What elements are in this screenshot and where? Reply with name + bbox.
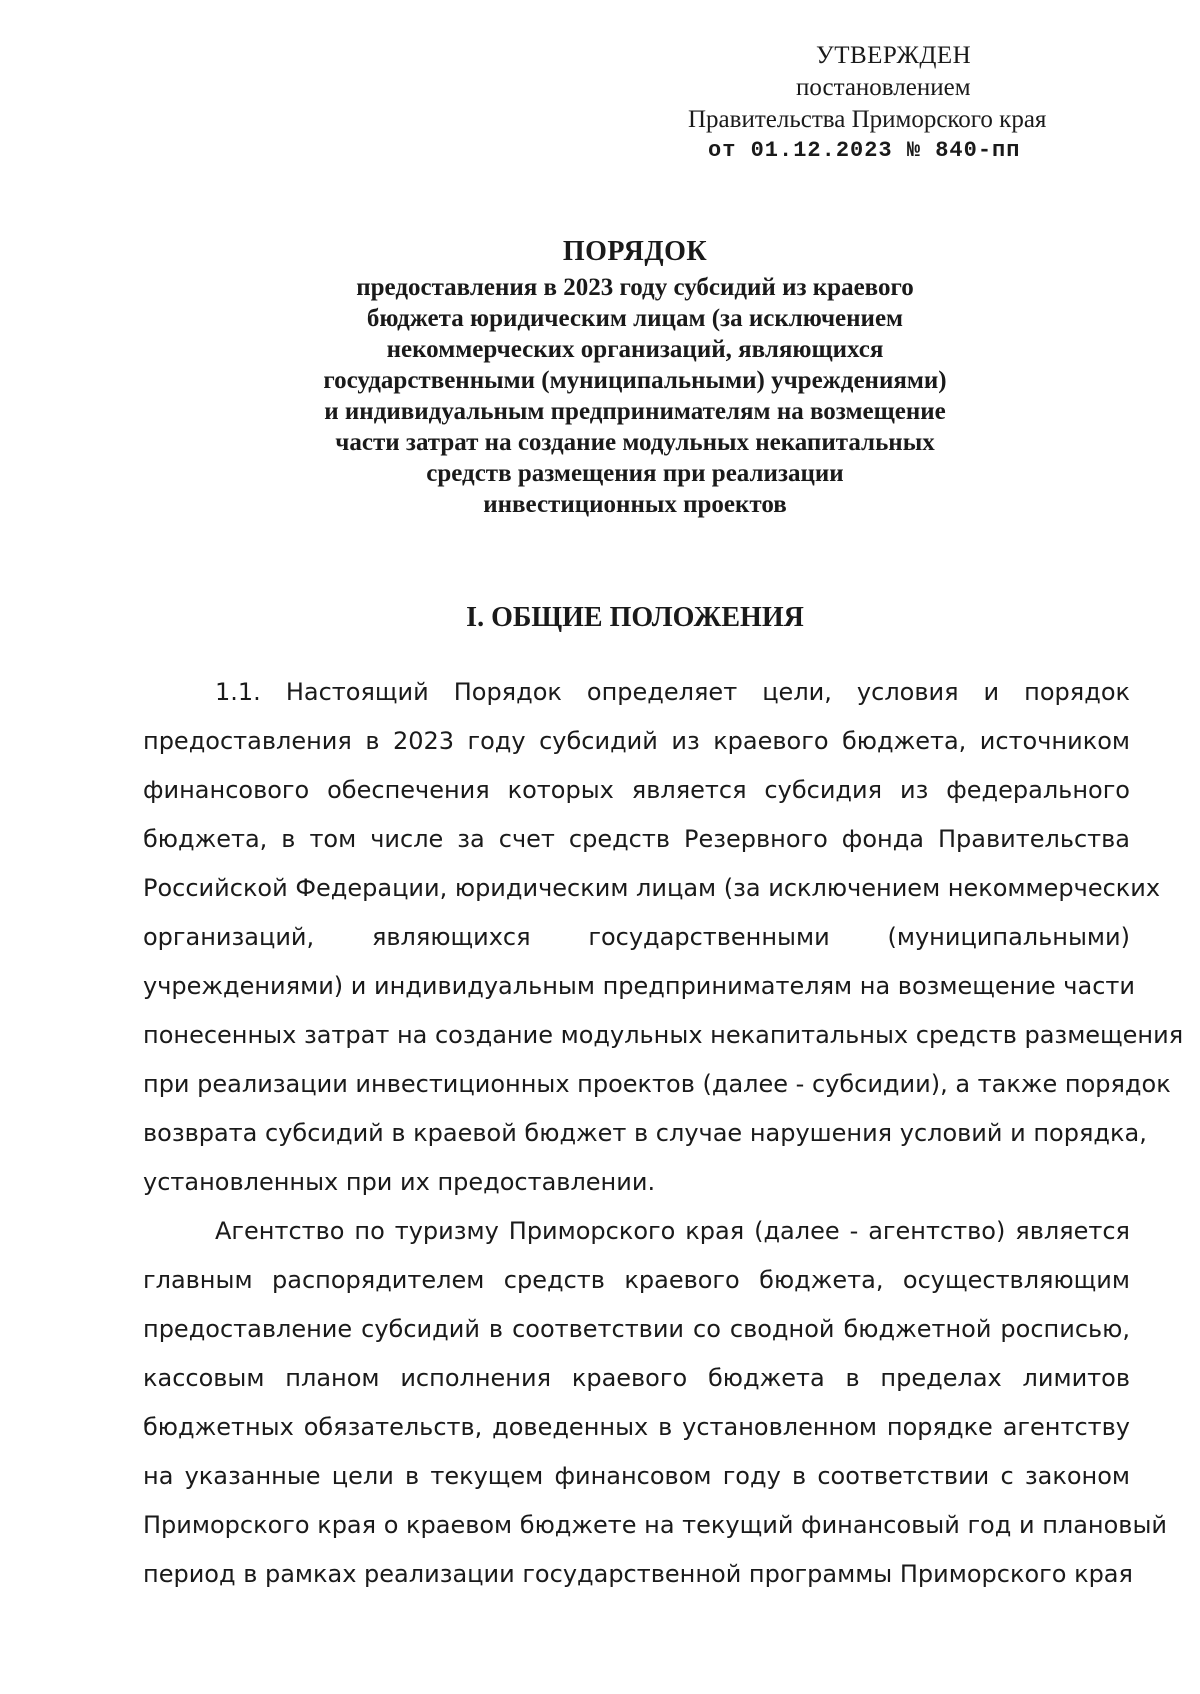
paragraph [143,668,1184,1207]
paragraph-line: возврата субсидий в краевой бюджет в случае нарушения условий и порядка, [143,1119,1147,1147]
approval-status: УТВЕРЖДЕН [816,42,972,69]
paragraph-line: 1.1. Настоящий Порядок определяет цели, условия и порядок [215,678,1130,706]
document-body [143,668,1184,1599]
document-subtitle-line: инвестиционных проектов [483,491,787,518]
document-title: ПОРЯДОК [562,236,708,267]
document-subtitle-line: государственными (муниципальными) учреждениями) [323,367,947,394]
document-subtitle-line: средств размещения при реализации [426,460,844,487]
paragraph-line: Агентство по туризму Приморского края (далее - агентство) является [215,1217,1130,1245]
section-heading: I. ОБЩИЕ ПОЛОЖЕНИЯ [466,602,804,633]
approval-authority: Правительства Приморского края [688,106,1047,133]
document-subtitle-line: бюджета юридическим лицам (за исключением [366,305,904,332]
paragraph-line: понесенных затрат на создание модульных некапитальных средств размещения [143,1021,1184,1049]
paragraph-line: бюджета, в том числе за счет средств Резервного фонда Правительства [143,825,1130,853]
document-subtitle-line: некоммерческих организаций, являющихся [386,336,884,363]
paragraph-line: период в рамках реализации государственной программы Приморского края [143,1560,1133,1588]
paragraph-line: кассовым планом исполнения краевого бюджета в пределах лимитов [143,1364,1130,1392]
document-title-block [140,232,1130,520]
document-subtitle-line: части затрат на создание модульных некапитальных [335,429,935,456]
paragraph-line: при реализации инвестиционных проектов (далее - субсидии), а также порядок [143,1070,1171,1098]
paragraph-line: Приморского края о краевом бюджете на текущий финансовый год и плановый [143,1511,1167,1539]
paragraph-line: учреждениями) и индивидуальным предпринимателям на возмещение части [143,972,1135,1000]
paragraph [143,1207,1167,1599]
approval-basis: постановлением [796,74,971,101]
approval-date-number: от 01.12.2023 № 840-пп [708,138,1021,163]
paragraph-line: организаций, являющихся государственными (муниципальными) [143,923,1130,951]
paragraph-line: установленных при их предоставлении. [143,1168,656,1196]
paragraph-line: на указанные цели в текущем финансовом году в соответствии с законом [143,1462,1130,1490]
paragraph-line: главным распорядителем средств краевого бюджета, осуществляющим [143,1266,1130,1294]
approval-stamp [670,40,1120,166]
paragraph-line: финансового обеспечения которых является субсидия из федерального [143,776,1130,804]
document-subtitle-line: и индивидуальным предпринимателям на возмещение [324,398,946,425]
document-subtitle-line: предоставления в 2023 году субсидий из краевого [356,274,914,301]
paragraph-line: бюджетных обязательств, доведенных в установленном порядке агентству [143,1413,1130,1441]
paragraph-line: Российской Федерации, юридическим лицам (за исключением некоммерческих [143,874,1161,902]
paragraph-line: предоставление субсидий в соответствии со сводной бюджетной росписью, [143,1315,1130,1343]
paragraph-line: предоставления в 2023 году субсидий из краевого бюджета, источником [143,727,1130,755]
